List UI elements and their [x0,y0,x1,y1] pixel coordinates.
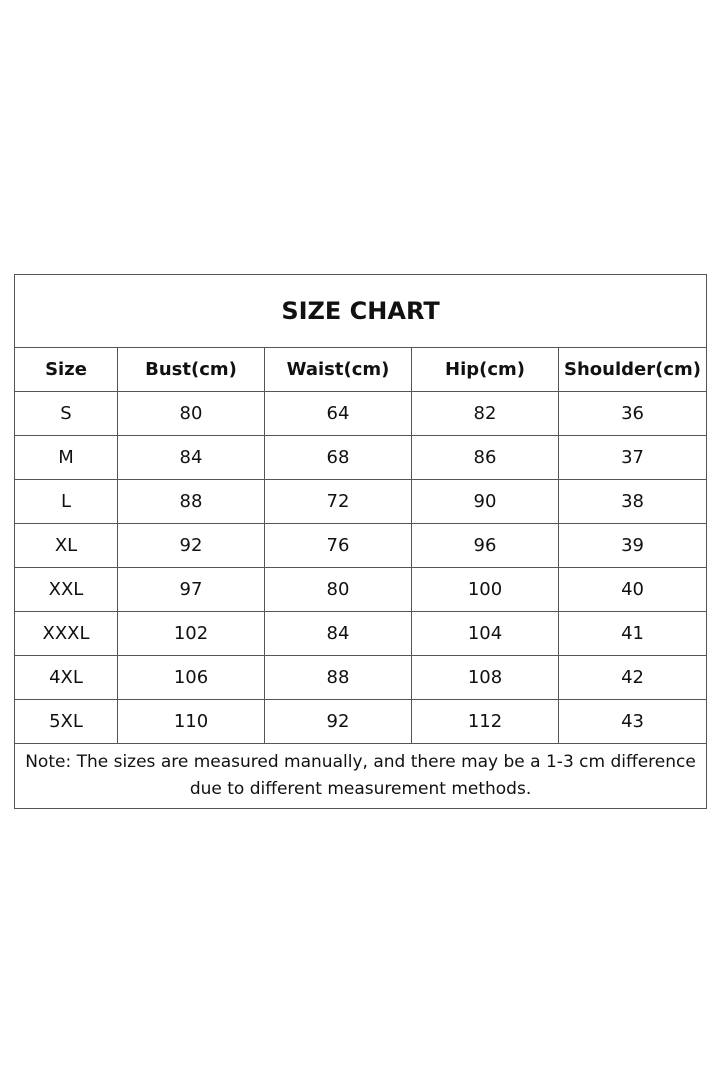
shoulder-cell: 39 [559,524,707,568]
bust-cell: 92 [118,524,265,568]
waist-cell: 92 [265,700,412,744]
size-cell: L [15,480,118,524]
shoulder-cell: 40 [559,568,707,612]
bust-cell: 102 [118,612,265,656]
bust-cell: 80 [118,392,265,436]
shoulder-cell: 36 [559,392,707,436]
size-cell: XL [15,524,118,568]
hip-cell: 82 [412,392,559,436]
hip-cell: 104 [412,612,559,656]
size-cell: S [15,392,118,436]
title-row [15,275,707,348]
header-waist: Waist(cm) [265,348,412,392]
hip-cell: 100 [412,568,559,612]
size-cell: 4XL [15,656,118,700]
table-row [15,568,707,612]
hip-cell: 108 [412,656,559,700]
hip-cell: 112 [412,700,559,744]
size-chart-table [14,274,707,809]
shoulder-cell: 43 [559,700,707,744]
header-row [15,348,707,392]
table-row [15,656,707,700]
size-cell: XXL [15,568,118,612]
size-cell: M [15,436,118,480]
header-hip: Hip(cm) [412,348,559,392]
waist-cell: 84 [265,612,412,656]
bust-cell: 84 [118,436,265,480]
header-bust: Bust(cm) [118,348,265,392]
bust-cell: 97 [118,568,265,612]
table-row [15,392,707,436]
size-cell: 5XL [15,700,118,744]
header-shoulder: Shoulder(cm) [559,348,707,392]
bust-cell: 88 [118,480,265,524]
waist-cell: 72 [265,480,412,524]
hip-cell: 90 [412,480,559,524]
size-cell: XXXL [15,612,118,656]
hip-cell: 86 [412,436,559,480]
shoulder-cell: 41 [559,612,707,656]
waist-cell: 76 [265,524,412,568]
waist-cell: 88 [265,656,412,700]
header-size: Size [15,348,118,392]
hip-cell: 96 [412,524,559,568]
table-row [15,436,707,480]
table-row [15,700,707,744]
table-row [15,612,707,656]
table-row [15,524,707,568]
measurement-note: Note: The sizes are measured manually, and there may be a 1-3 cm difference due to different measurement methods. [15,744,707,809]
note-row [15,744,707,809]
shoulder-cell: 37 [559,436,707,480]
waist-cell: 80 [265,568,412,612]
shoulder-cell: 38 [559,480,707,524]
shoulder-cell: 42 [559,656,707,700]
bust-cell: 110 [118,700,265,744]
waist-cell: 68 [265,436,412,480]
waist-cell: 64 [265,392,412,436]
table-row [15,480,707,524]
bust-cell: 106 [118,656,265,700]
chart-title: SIZE CHART [15,275,707,348]
